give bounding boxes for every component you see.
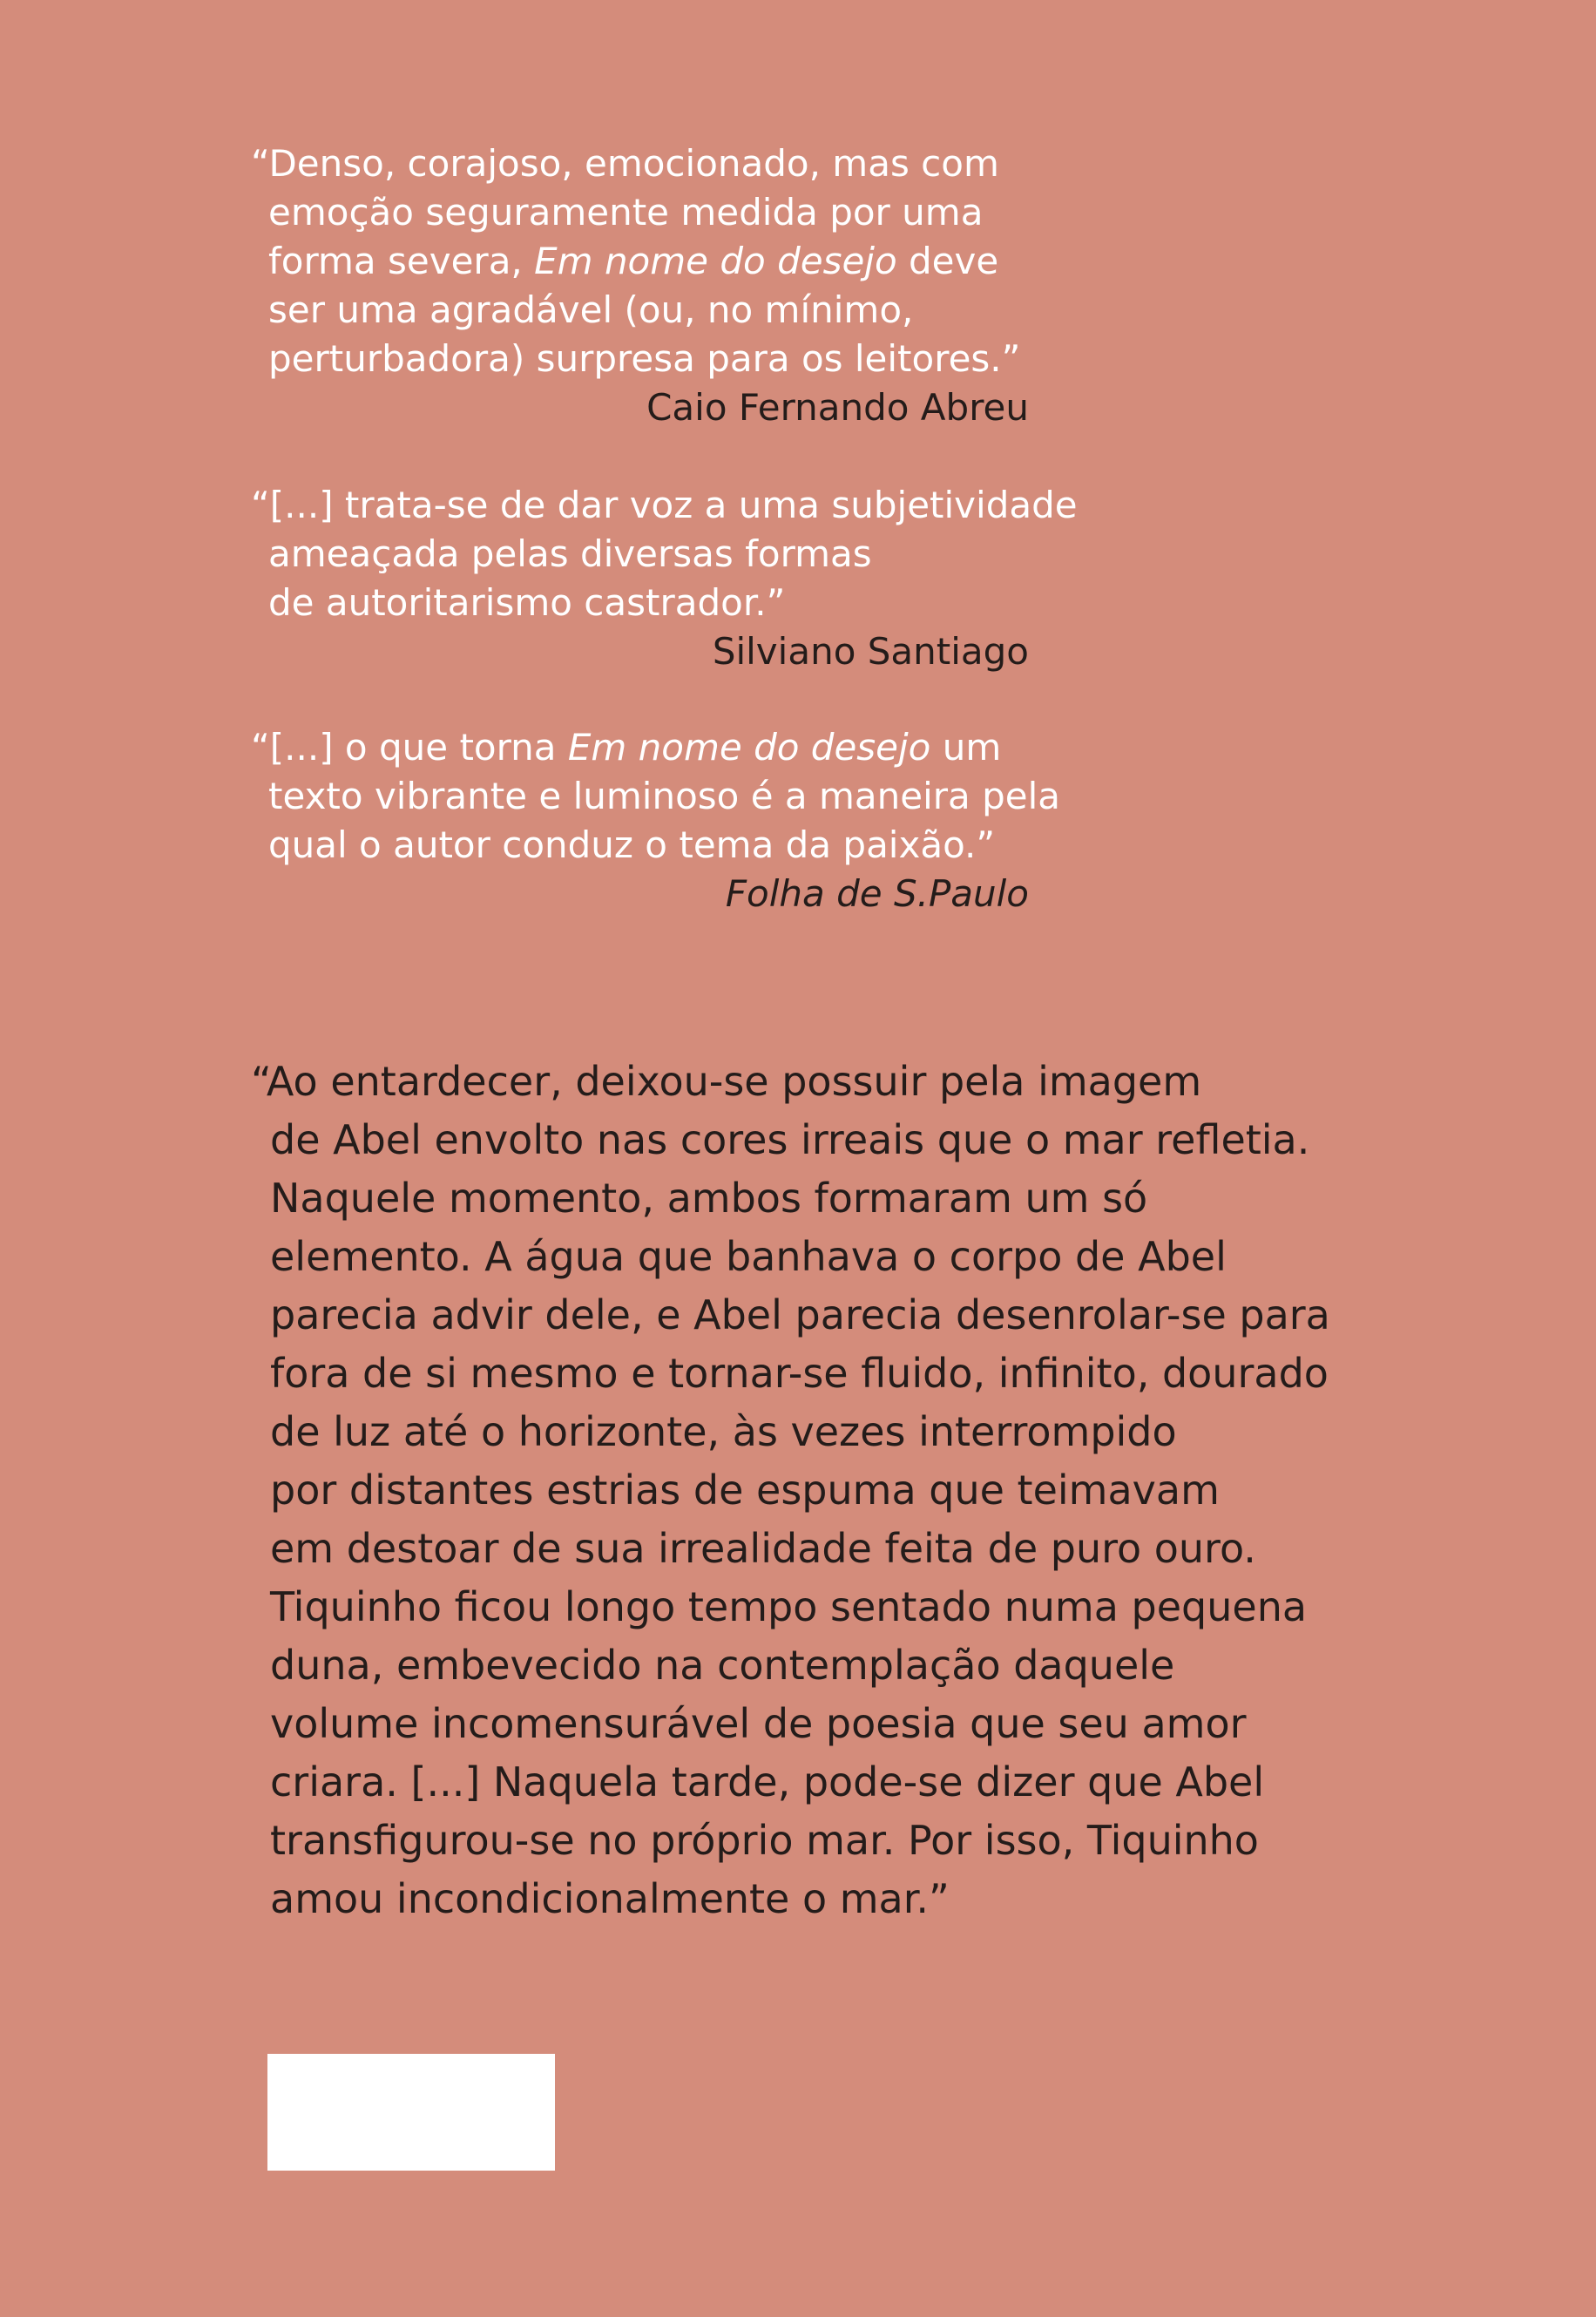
excerpt-line: em destoar de sua irrealidade feita de puro ouro. [270, 1525, 1256, 1572]
excerpt-line: criara. [...] Naquela tarde, pode-se dizer que Abel [270, 1758, 1265, 1805]
excerpt-line: Naquele momento, ambos formaram um só [270, 1175, 1148, 1222]
quote-text: deve [896, 240, 999, 282]
quote-text: um [930, 726, 1002, 769]
excerpt-line: de luz até o horizonte, às vezes interrompido [270, 1408, 1177, 1455]
quote-line: emoção seguramente medida por uma [268, 191, 984, 234]
quote-text: “[...] o que torna [251, 726, 568, 769]
quote-line: “[...] trata-se de dar voz a uma subjetividade [251, 484, 1078, 526]
quote-line: texto vibrante e luminoso é a maneira pela [268, 775, 1061, 817]
review-quote-1 [251, 139, 1035, 432]
review-quote-3 [251, 723, 1061, 918]
excerpt-line: por distantes estrias de espuma que teimavam [270, 1467, 1220, 1514]
quote-line [251, 723, 1035, 772]
excerpt-line: duna, embevecido na contemplação daquele [270, 1642, 1175, 1689]
excerpt-line: elemento. A água que banhava o corpo de Abel [270, 1233, 1227, 1280]
excerpt-line: fora de si mesmo e tornar-se fluido, infinito, dourado [270, 1350, 1329, 1397]
quote-line: ser uma agradável (ou, no mínimo, [268, 288, 914, 331]
review-quote-2 [251, 481, 1078, 676]
quote-text: forma severa, [268, 240, 535, 282]
quote-line [251, 237, 1035, 286]
excerpt-line: de Abel envolto nas cores irreais que o mar refletia. [270, 1116, 1310, 1163]
quote-line: de autoritarismo castrador.” [268, 581, 786, 624]
quote-line: perturbadora) surpresa para os leitores.” [268, 337, 1021, 380]
quote-attribution: Silviano Santiago [712, 630, 1029, 673]
quote-line: qual o autor conduz o tema da paixão.” [268, 823, 996, 866]
excerpt-line: amou incondicionalmente o mar.” [270, 1875, 950, 1922]
barcode-placeholder [267, 2054, 555, 2171]
excerpt-line: “Ao entardecer, deixou-se possuir pela imagem [251, 1058, 1202, 1105]
excerpt-line: Tiquinho ficou longo tempo sentado numa pequena [270, 1583, 1308, 1630]
quote-line: “Denso, corajoso, emocionado, mas com [251, 142, 999, 185]
excerpt-line: parecia advir dele, e Abel parecia desenrolar-se para [270, 1291, 1330, 1338]
quote-attribution: Folha de S.Paulo [725, 872, 1029, 915]
quote-line: ameaçada pelas diversas formas [268, 532, 872, 575]
book-title: Em nome do desejo [534, 240, 897, 282]
excerpt-line: transfigurou-se no próprio mar. Por isso, Tiquinho [270, 1817, 1259, 1864]
book-excerpt [251, 1053, 1383, 1928]
quote-attribution: Caio Fernando Abreu [646, 386, 1029, 429]
book-title: Em nome do desejo [567, 726, 931, 769]
excerpt-line: volume incomensurável de poesia que seu amor [270, 1700, 1247, 1747]
